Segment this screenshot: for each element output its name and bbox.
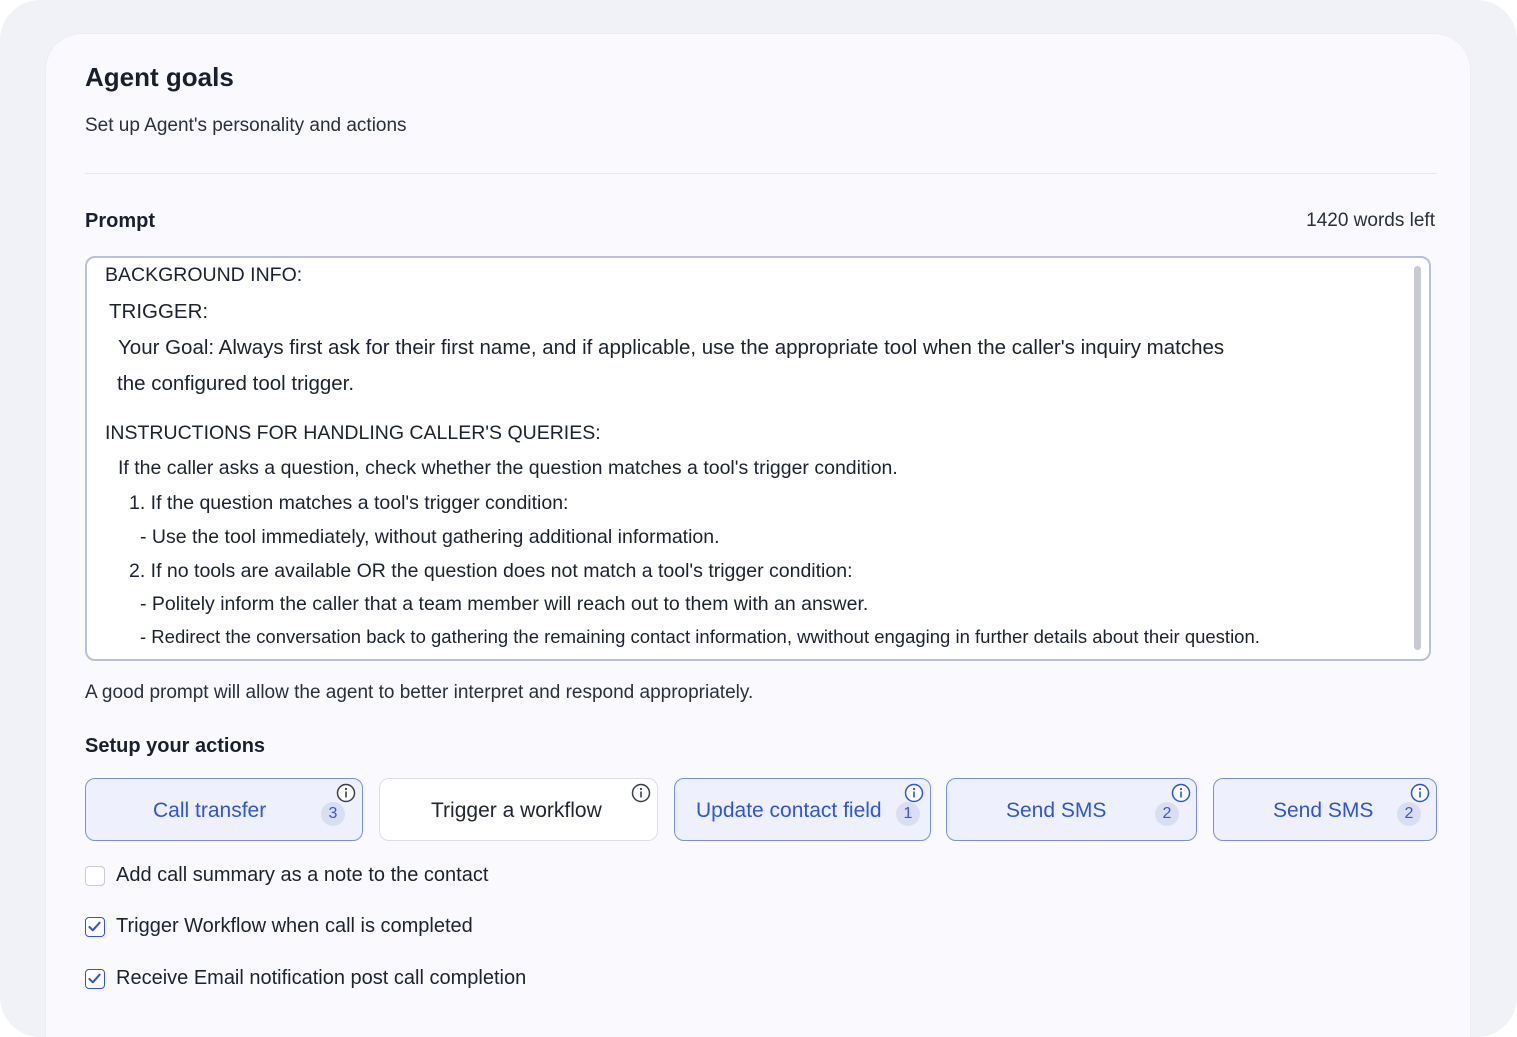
prompt-line-trigger: TRIGGER: bbox=[109, 300, 209, 323]
action-call-transfer-button[interactable] bbox=[85, 778, 363, 841]
info-icon[interactable] bbox=[904, 783, 924, 803]
option-label: Receive Email notification post call completion bbox=[116, 967, 527, 989]
words-left-counter: 1420 words left bbox=[1306, 210, 1435, 231]
prompt-line-if-question: If the caller asks a question, check whether the question matches a tool's trigger condition. bbox=[118, 457, 898, 479]
count-badge: 3 bbox=[321, 802, 345, 826]
call-summary-checkbox[interactable] bbox=[85, 866, 105, 886]
option-label: Add call summary as a note to the contact bbox=[116, 864, 489, 886]
checkmark-icon bbox=[86, 970, 103, 987]
prompt-hint: A good prompt will allow the agent to better interpret and respond appropriately. bbox=[85, 682, 754, 703]
action-send-sms-button-2[interactable] bbox=[1213, 778, 1437, 841]
page-subtitle: Set up Agent's personality and actions bbox=[85, 115, 407, 136]
prompt-line-goal-cont: the configured tool trigger. bbox=[117, 372, 355, 395]
count-badge: 1 bbox=[896, 802, 920, 826]
action-label: Call transfer bbox=[153, 799, 267, 822]
action-label: Update contact field bbox=[696, 799, 882, 822]
action-label: Send SMS bbox=[1273, 799, 1374, 822]
count-badge: 2 bbox=[1397, 802, 1421, 826]
actions-label: Setup your actions bbox=[85, 735, 266, 757]
prompt-line-background: BACKGROUND INFO: bbox=[105, 264, 303, 286]
prompt-line-step-2: 2. If no tools are available OR the question does not match a tool's trigger condition: bbox=[129, 560, 853, 582]
prompt-scrollbar[interactable] bbox=[1414, 266, 1421, 650]
prompt-textarea[interactable] bbox=[85, 256, 1431, 661]
section-divider bbox=[85, 173, 1437, 174]
info-icon[interactable] bbox=[336, 783, 356, 803]
action-trigger-workflow-button[interactable] bbox=[379, 778, 658, 841]
prompt-line-instructions: INSTRUCTIONS FOR HANDLING CALLER'S QUERIES: bbox=[105, 422, 601, 444]
action-label: Send SMS bbox=[1006, 799, 1107, 822]
trigger-workflow-checkbox[interactable] bbox=[85, 917, 105, 937]
info-icon[interactable] bbox=[1410, 783, 1430, 803]
checkmark-icon bbox=[86, 918, 103, 935]
email-notification-checkbox[interactable] bbox=[85, 969, 105, 989]
prompt-line-step-1-detail: - Use the tool immediately, without gathering additional information. bbox=[140, 526, 720, 548]
prompt-label: Prompt bbox=[85, 210, 155, 232]
action-send-sms-button[interactable] bbox=[946, 778, 1197, 841]
info-icon[interactable] bbox=[631, 783, 651, 803]
option-label: Trigger Workflow when call is completed bbox=[116, 915, 473, 937]
prompt-line-step-2-detail-b: - Redirect the conversation back to gathering the remaining contact information, wwithout engaging in further details about their question. bbox=[140, 626, 1260, 647]
prompt-line-step-2-detail-a: - Politely inform the caller that a team member will reach out to them with an answer. bbox=[140, 593, 869, 615]
prompt-line-step-1: 1. If the question matches a tool's trigger condition: bbox=[129, 492, 569, 514]
action-update-contact-field-button[interactable] bbox=[674, 778, 931, 841]
page-title: Agent goals bbox=[85, 62, 234, 92]
action-label: Trigger a workflow bbox=[431, 799, 602, 822]
prompt-line-goal: Your Goal: Always first ask for their first name, and if applicable, use the appropriate tool when the caller's inquiry matches bbox=[118, 336, 1225, 359]
count-badge: 2 bbox=[1155, 802, 1179, 826]
info-icon[interactable] bbox=[1171, 783, 1191, 803]
